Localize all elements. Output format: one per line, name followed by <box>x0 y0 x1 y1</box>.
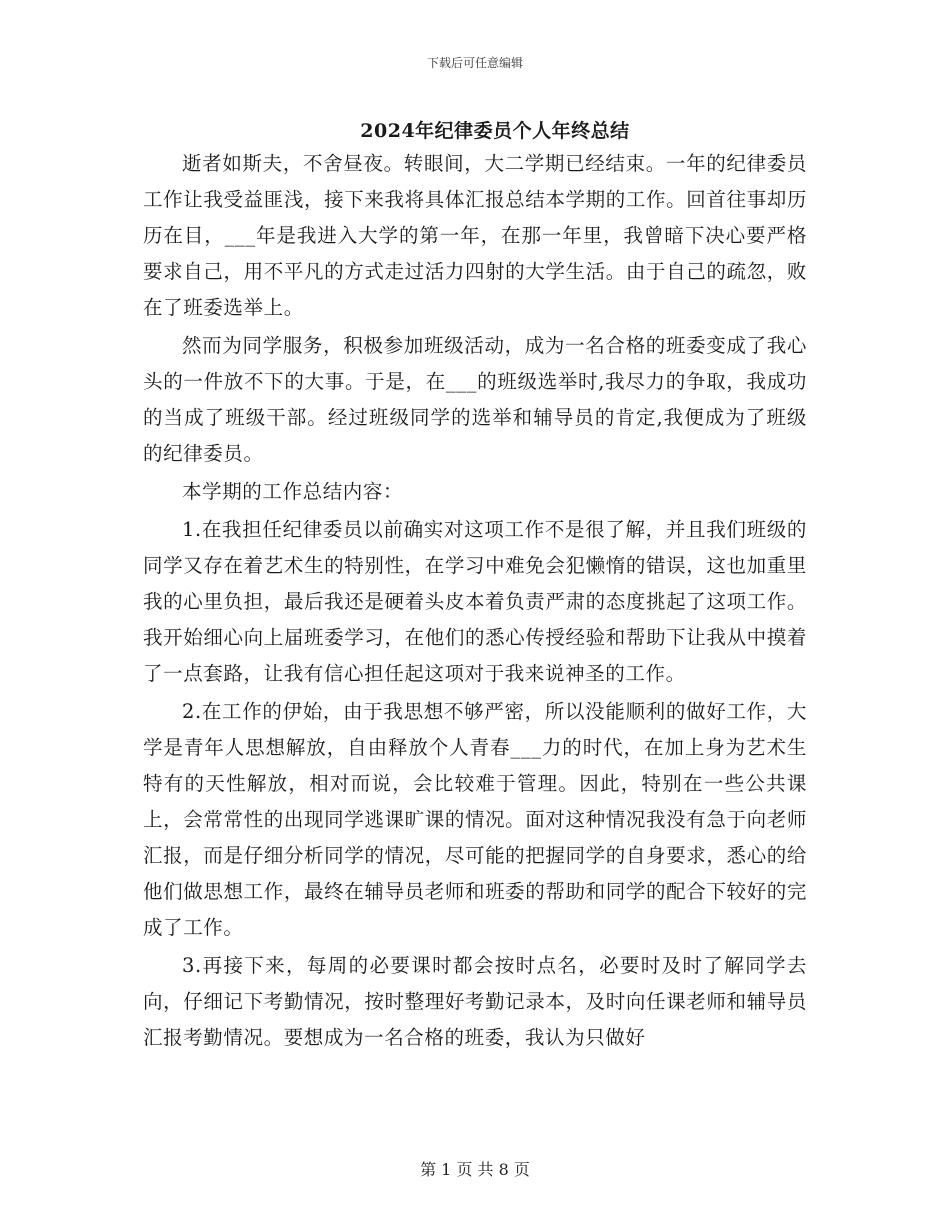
paragraph: 2.在工作的伊始，由于我思想不够严密，所以没能顺利的做好工作，大学是青年人思想解放，自由释放个人青春___力的时代，在加上身为艺术生特有的天性解放，相对而说，会比较难于管理。因此，特别在一些公共课上，会常常性的出现同学逃课旷课的情况。面对这种情况我没有急于向老师汇报，而是仔细分析同学的情况，尽可能的把握同学的自身要求，悉心的给他们做思想工作，最终在辅导员老师和班委的帮助和同学的配合下较好的完成了工作。 <box>143 700 807 939</box>
paragraph: 1.在我担任纪律委员以前确实对这项工作不是很了解，并且我们班级的同学又存在着艺术生的特别性，在学习中难免会犯懒惰的错误，这也加重里我的心里负担，最后我还是硬着头皮本着负责严肃的态度挑起了这项工作。我开始细心向上届班委学习，在他们的悉心传授经验和帮助下让我从中摸着了一点套路，让我有信心担任起这项对于我来说神圣的工作。 <box>143 518 807 685</box>
page-footer: 第 1 页 共 8 页 <box>420 1160 530 1179</box>
header-note: 下载后可任意编辑 <box>426 56 523 70</box>
paragraph: 逝者如斯夫，不舍昼夜。转眼间，大二学期已经结束。一年的纪律委员工作让我受益匪浅，接下来我将具体汇报总结本学期的工作。回首往事却历历在目，___年是我进入大学的第一年，在那一年里，我曾暗下决心要严格要求自己，用不平凡的方式走过活力四射的大学生活。由于自己的疏忽，败在了班委选举上。 <box>143 152 807 319</box>
document-title: 2024年纪律委员个人年终总结 <box>360 120 630 142</box>
paragraph: 然而为同学服务，积极参加班级活动，成为一名合格的班委变成了我心头的一件放不下的大事。于是，在___的班级选举时,我尽力的争取，我成功的当成了班级干部。经过班级同学的选举和辅导员的肯定,我便成为了班级的纪律委员。 <box>143 334 807 465</box>
paragraph: 3.再接下来，每周的必要课时都会按时点名，必要时及时了解同学去向，仔细记下考勤情况，按时整理好考勤记录本，及时向任课老师和辅导员汇报考勤情况。要想成为一名合格的班委，我认为只做好 <box>143 954 807 1049</box>
document-body <box>143 146 807 1056</box>
paragraph: 本学期的工作总结内容： <box>182 480 404 503</box>
